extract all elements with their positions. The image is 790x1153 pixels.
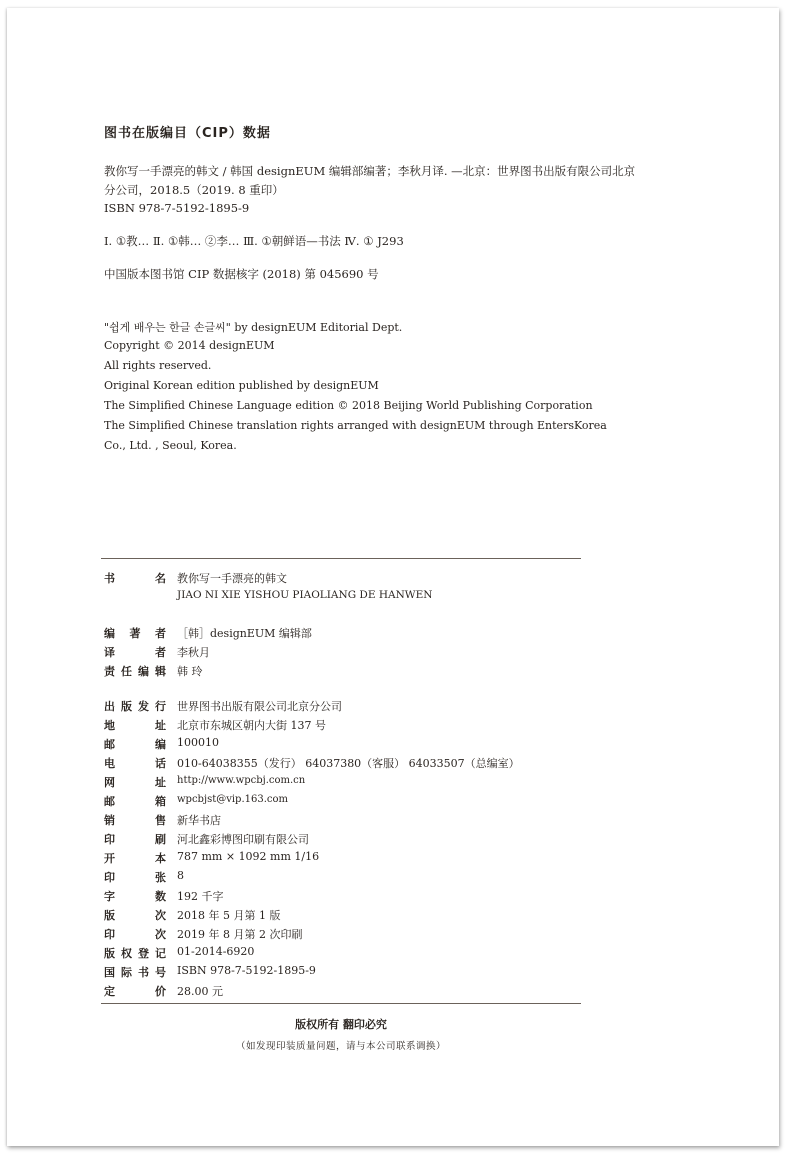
label-printer: 印刷 <box>104 833 166 846</box>
all-rights-line: All rights reserved. <box>104 359 212 372</box>
label-printing: 印次 <box>104 928 166 941</box>
cip-record-line-1: 教你写一手漂亮的韩文 / 韩国 designEUM 编辑部编著；李秋月译. —北京：世界图书出版有限公司北京 <box>104 164 636 178</box>
copyright-line: Copyright © 2014 designEUM <box>104 339 275 352</box>
label-editor: 责任编辑 <box>104 665 166 678</box>
top-divider <box>101 558 581 559</box>
value-copyright-registration: 01-2014-6920 <box>177 945 255 958</box>
label-phone: 电话 <box>104 757 166 770</box>
label-translator: 译者 <box>104 646 166 659</box>
value-author: ［韩］designEUM 编辑部 <box>177 627 312 640</box>
label-print-sheets: 印张 <box>104 871 166 884</box>
label-edition: 版次 <box>104 909 166 922</box>
original-title-line: "쉽게 배우는 한글 손글씨" by designEUM Editorial Dept. <box>104 321 403 334</box>
rights-reserved-notice: 版权所有 翻印必究 <box>295 1018 387 1031</box>
value-postcode: 100010 <box>177 736 219 749</box>
label-publisher: 出版发行 <box>104 700 166 713</box>
value-edition: 2018 年 5 月第 1 版 <box>177 909 281 922</box>
label-website: 网址 <box>104 776 166 789</box>
label-format: 开本 <box>104 852 166 865</box>
value-book-name-pinyin: JIAO NI XIE YISHOU PIAOLIANG DE HANWEN <box>177 589 433 601</box>
value-translator: 李秋月 <box>177 646 210 659</box>
label-copyright-registration: 版权登记 <box>104 947 166 960</box>
label-email: 邮箱 <box>104 795 166 808</box>
value-phone: 010-64038355（发行） 64037380（客服） 64033507（总编室） <box>177 757 520 770</box>
label-price: 定价 <box>104 985 166 998</box>
page-sheet <box>7 8 779 1146</box>
label-isbn: 国际书号 <box>104 966 166 979</box>
translation-rights-line-2: Co., Ltd. , Seoul, Korea. <box>104 439 237 452</box>
value-book-name: 教你写一手漂亮的韩文 <box>177 572 287 585</box>
cip-record-line-2: 分公司，2018.5（2019. 8 重印） <box>104 183 284 197</box>
value-printer: 河北鑫彩博图印刷有限公司 <box>177 833 309 846</box>
quality-notice: （如发现印装质量问题，请与本公司联系调换） <box>235 1041 446 1052</box>
bottom-divider <box>101 1003 581 1004</box>
cip-classification: Ⅰ. ①教… Ⅱ. ①韩… ②李… Ⅲ. ①朝鲜语—书法 Ⅳ. ① J293 <box>104 234 404 248</box>
label-distributor: 销售 <box>104 814 166 827</box>
original-edition-line: Original Korean edition published by designEUM <box>104 379 379 392</box>
cip-isbn: ISBN 978-7-5192-1895-9 <box>104 201 250 215</box>
value-print-sheets: 8 <box>177 869 184 882</box>
value-address: 北京市东城区朝内大街 137 号 <box>177 719 326 732</box>
label-address: 地址 <box>104 719 166 732</box>
simplified-edition-line: The Simplified Chinese Language edition © 2018 Beijing World Publishing Corporation <box>104 399 593 412</box>
translation-rights-line-1: The Simplified Chinese translation rights arranged with designEUM through EntersKorea <box>104 419 607 432</box>
cip-approval-number: 中国版本图书馆 CIP 数据核字 (2018) 第 045690 号 <box>104 267 379 281</box>
value-isbn: ISBN 978-7-5192-1895-9 <box>177 964 316 977</box>
value-price: 28.00 元 <box>177 985 223 998</box>
value-word-count: 192 千字 <box>177 890 224 903</box>
value-format: 787 mm × 1092 mm 1/16 <box>177 850 320 863</box>
label-word-count: 字数 <box>104 890 166 903</box>
cip-heading: 图书在版编目（CIP）数据 <box>104 126 271 141</box>
value-distributor: 新华书店 <box>177 814 221 827</box>
value-publisher: 世界图书出版有限公司北京分公司 <box>177 700 342 713</box>
label-postcode: 邮编 <box>104 738 166 751</box>
label-book-name: 书名 <box>104 572 166 585</box>
value-email: wpcbjst@vip.163.com <box>177 794 289 805</box>
value-printing: 2019 年 8 月第 2 次印刷 <box>177 928 303 941</box>
value-editor: 韩 玲 <box>177 665 203 678</box>
label-author: 编著者 <box>104 627 166 640</box>
value-website: http://www.wpcbj.com.cn <box>177 775 306 786</box>
